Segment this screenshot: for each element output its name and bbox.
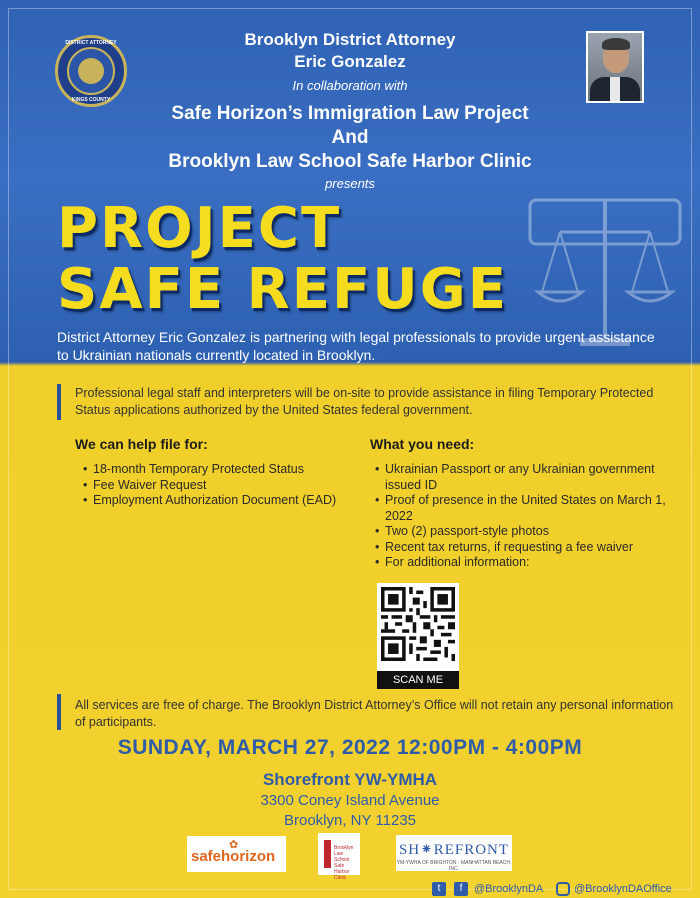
scan-me-label: SCAN ME [377, 671, 459, 689]
need-item: • Ukrainian Passport or any Ukrainian government issued ID [375, 462, 675, 493]
social-handle-office[interactable]: @BrooklynDAOffice [574, 883, 672, 895]
need-list [375, 462, 675, 571]
presents-text: presents [325, 176, 375, 191]
facebook-icon[interactable]: f [454, 882, 468, 896]
help-item: • Employment Authorization Document (EAD) [83, 493, 363, 509]
notice-bar [57, 384, 61, 420]
shorefront-logo-subtext: YM-YWHA OF BRIGHTON · MANHATTAN BEACH, INC. [396, 860, 512, 872]
seal-top-text: DISTRICT ATTORNEY [65, 40, 117, 46]
event-address-line1: 3300 Coney Island Avenue [260, 792, 440, 809]
help-list [83, 462, 363, 509]
title-line2: SAFE REFUGE [57, 257, 508, 322]
event-address-line2: Brooklyn, NY 11235 [283, 812, 417, 829]
qr-code-icon [381, 587, 455, 661]
need-heading: What you need: [370, 436, 475, 452]
seal-bottom-text: KINGS COUNTY [71, 97, 111, 103]
flower-icon: ✿ [229, 839, 239, 851]
partner-safe-horizon: Safe Horizon’s Immigration Law Project [171, 103, 529, 124]
need-item: • Proof of presence in the United States on March 1, 2022 [375, 493, 675, 524]
free-bar [57, 694, 61, 730]
safe-horizon-logo [187, 836, 286, 872]
social-handle-da[interactable]: @BrooklynDA [474, 883, 544, 895]
title-line1: PROJECT [57, 196, 342, 261]
need-item: • Recent tax returns, if requesting a fee waiver [375, 540, 675, 556]
need-item: • For additional information: [375, 555, 675, 571]
da-name: Eric Gonzalez [294, 52, 406, 71]
shorefront-logo-text: SH⁕REFRONT [398, 842, 510, 858]
event-venue: Shorefront YW-YMHA [262, 770, 438, 789]
free-paragraph: All services are free of charge. The Brooklyn District Attorney’s Office will not retain any personal information of participants. [75, 698, 674, 729]
help-heading: We can help file for: [75, 436, 208, 452]
help-item: • 18-month Temporary Protected Status [83, 462, 363, 478]
twitter-icon[interactable]: t [432, 882, 446, 896]
instagram-icon[interactable] [556, 882, 570, 896]
office-title: Brooklyn District Attorney [244, 30, 456, 49]
shorefront-logo [396, 835, 512, 871]
intro-paragraph: District Attorney Eric Gonzalez is partnering with legal professionals to provide urgent assistance to Ukrainian nationals currently located in Brooklyn. [57, 329, 655, 363]
qr-code[interactable] [377, 583, 459, 689]
partner-bls: Brooklyn Law School Safe Harbor Clinic [168, 151, 532, 172]
bls-safe-harbor-logo [318, 833, 360, 881]
notice-paragraph: Professional legal staff and interpreters will be on-site to provide assistance in filing Temporary Protected Status applications authorized by the United States federal government. [75, 386, 654, 417]
event-date: SUNDAY, MARCH 27, 2022 12:00PM - 4:00PM [117, 736, 583, 759]
collab-text: In collaboration with [292, 78, 408, 93]
lighthouse-icon [324, 840, 331, 868]
need-item: • Two (2) passport-style photos [375, 524, 675, 540]
safe-horizon-text: safehorizon [191, 848, 276, 865]
bls-logo-text: Brooklyn Law School Safe Harbor Clinic [334, 845, 354, 881]
and-text: And [331, 127, 369, 148]
help-item: • Fee Waiver Request [83, 478, 363, 494]
